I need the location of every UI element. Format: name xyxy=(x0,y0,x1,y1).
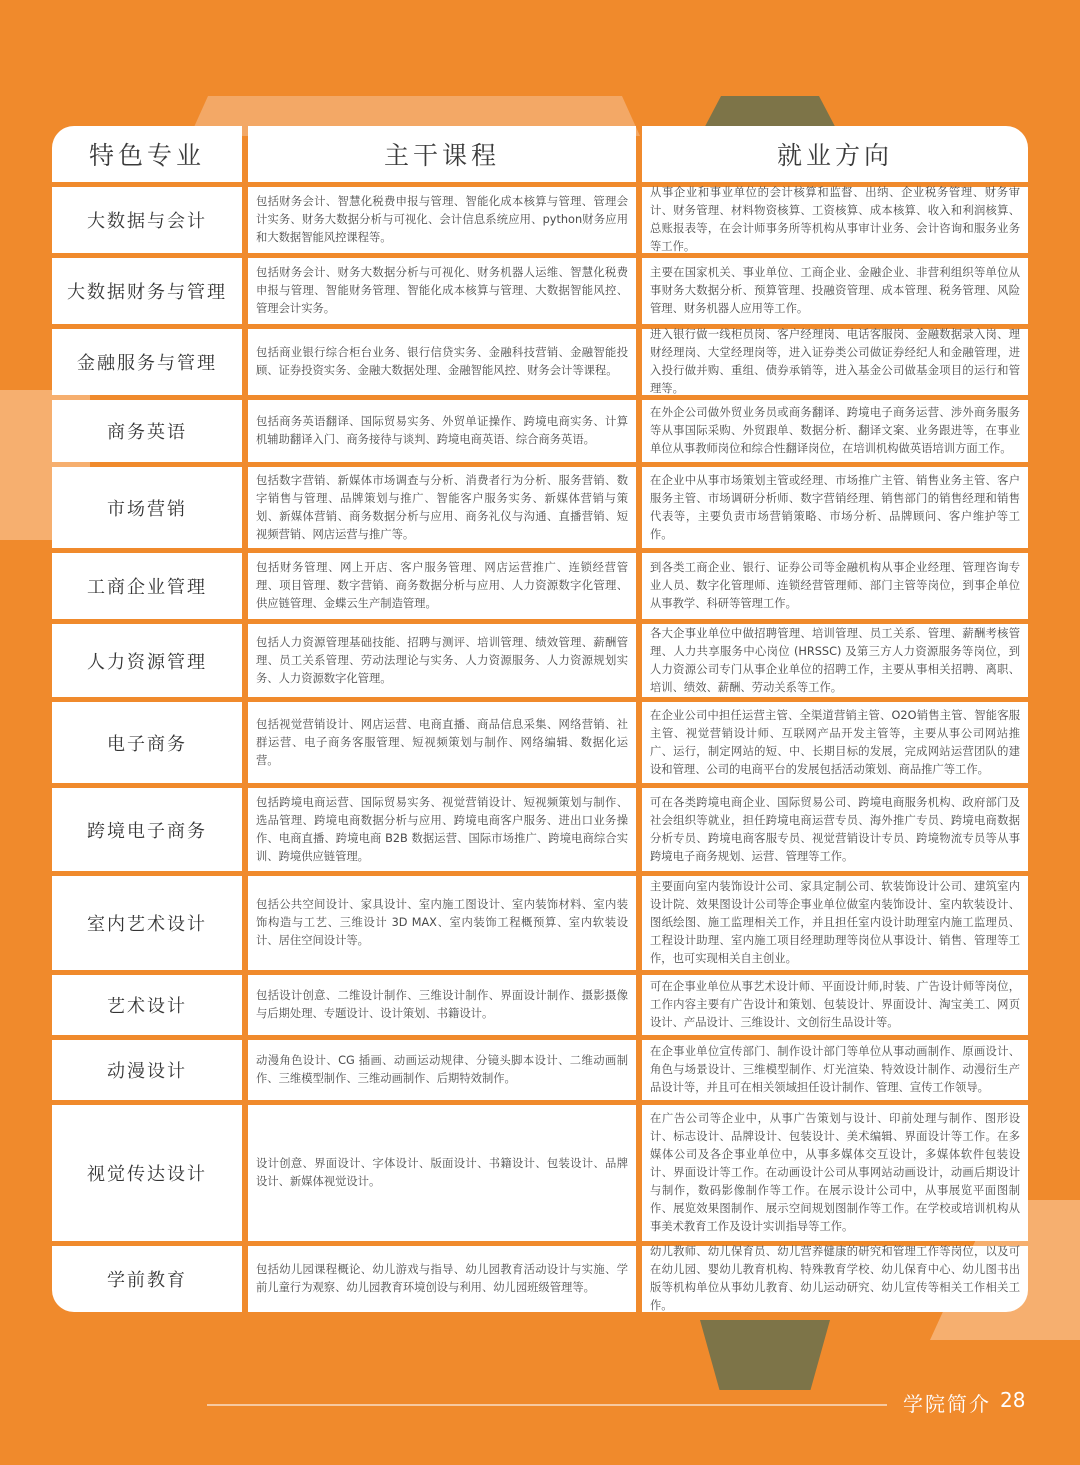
careers-text: 到各类工商企业、银行、证券公司等金融机构从事企业经理、管理咨询专业人员、数字化管理师、连锁经营管理师、部门主管等岗位，到事企单位从事教学、科研等管理工作。 xyxy=(642,553,1028,619)
header-specialty: 特色专业 xyxy=(52,126,242,182)
careers-text: 在企业中从事市场策划主管或经理、市场推广主管、销售业务主管、客户服务主管、市场调研分析师、数字营销经理、销售部门的销售经理和销售代表等，主要负责市场营销策略、市场分析、品牌顾问、客户维护等工作。 xyxy=(642,467,1028,548)
courses-text: 包括设计创意、二维设计制作、三维设计制作、界面设计制作、摄影摄像与后期处理、专题设计、设计策划、书籍设计。 xyxy=(248,975,636,1035)
specialty-name: 大数据财务与管理 xyxy=(52,258,242,324)
careers-text: 在广告公司等企业中，从事广告策划与设计、印前处理与制作、图形设计、标志设计、品牌设计、包装设计、美术编辑、界面设计等工作。在多媒体公司及各企事业单位中，从事多媒体交互设计，多媒体软件包装设计、界面设计等工作。在动画设计公司从事网站动画设计，动画后期设计与制作，数码影像制作等工作。在展示设计公司中，从事展览平面图制作、展览效果图制作、展示空间规划图制作等工作。在学校或培训机构从事美术教育工作及设计实训指导等工作。 xyxy=(642,1105,1028,1241)
courses-text: 包括跨境电商运营、国际贸易实务、视觉营销设计、短视频策划与制作、选品管理、跨境电商数据分析与应用、跨境电商客户服务、进出口业务操作、电商直播、跨境电商 B2B 数据运营、国际市场推广、跨境电商综合实训、跨境供应链管理。 xyxy=(248,788,636,871)
courses-text: 包括财务会计、财务大数据分析与可视化、财务机器人运维、智慧化税费申报与管理、智能财务管理、智能化成本核算与管理、大数据智能风控、管理会计实务。 xyxy=(248,258,636,324)
specialty-table xyxy=(52,126,1028,1312)
careers-text: 主要在国家机关、事业单位、工商企业、金融企业、非营利组织等单位从事财务大数据分析、预算管理、投融资管理、成本管理、税务管理、风险管理、财务机器人应用等工作。 xyxy=(642,258,1028,324)
footer-divider xyxy=(207,1404,887,1406)
specialty-name: 人力资源管理 xyxy=(52,624,242,697)
header-careers: 就业方向 xyxy=(642,126,1028,182)
specialty-name: 商务英语 xyxy=(52,400,242,462)
specialty-name: 视觉传达设计 xyxy=(52,1105,242,1241)
careers-text: 在企业公司中担任运营主管、全渠道营销主管、O2O销售主管、智能客服主管、视觉营销设计师、互联网产品开发主管等，主要从事公司网站推广、运行，制定网站的短、中、长期目标的发展，完成网站运营团队的建设和管理、公司的电商平台的发展包括活动策划、商品推广等工作。 xyxy=(642,702,1028,783)
decorative-trapezoid-bottom xyxy=(700,1320,830,1390)
careers-text: 幼儿教师、幼儿保育员、幼儿营养健康的研究和管理工作等岗位，以及可在幼儿园、婴幼儿教育机构、特殊教育学校、幼儿保育中心、幼儿图书出版等机构单位从事幼儿教育、幼儿运动研究、幼儿宣传等相关工作相关工作。 xyxy=(642,1246,1028,1312)
courses-text: 动漫角色设计、CG 插画、动画运动规律、分镜头脚本设计、二维动画制作、三维模型制作、三维动画制作、后期特效制作。 xyxy=(248,1040,636,1100)
specialty-name: 艺术设计 xyxy=(52,975,242,1035)
courses-text: 包括公共空间设计、家具设计、室内施工图设计、室内装饰材料、室内装饰构造与工艺、三维设计 3D MAX、室内装饰工程概预算、室内软装设计、居住空间设计等。 xyxy=(248,876,636,970)
specialty-name: 室内艺术设计 xyxy=(52,876,242,970)
courses-text: 包括商业银行综合柜台业务、银行信贷实务、金融科技营销、金融智能投顾、证券投资实务、金融大数据处理、金融智能风控、财务会计等课程。 xyxy=(248,329,636,395)
specialty-name: 金融服务与管理 xyxy=(52,329,242,395)
specialty-name: 动漫设计 xyxy=(52,1040,242,1100)
courses-text: 包括财务管理、网上开店、客户服务管理、网店运营推广、连锁经营管理、项目管理、数字营销、商务数据分析与应用、人力资源数字化管理、供应链管理、金蝶云生产制造管理。 xyxy=(248,553,636,619)
specialty-name: 学前教育 xyxy=(52,1246,242,1312)
courses-text: 包括视觉营销设计、网店运营、电商直播、商品信息采集、网络营销、社群运营、电子商务客服管理、短视频策划与制作、网络编辑、数据化运营。 xyxy=(248,702,636,783)
careers-text: 从事企业和事业单位的会计核算和监督、出纳、企业税务管理、财务审计、财务管理、材料物资核算、工资核算、成本核算、收入和利润核算、总账报表等，在会计师事务所等机构从事审计业务、会计咨询和服务业务等工作。 xyxy=(642,187,1028,253)
courses-text: 设计创意、界面设计、字体设计、版面设计、书籍设计、包装设计、品牌设计、新媒体视觉设计。 xyxy=(248,1105,636,1241)
careers-text: 可在企事业单位从事艺术设计师、平面设计师,时装、广告设计师等岗位，工作内容主要有广告设计和策划、包装设计、界面设计、淘宝美工、网页设计、产品设计、三维设计、文创衍生品设计等。 xyxy=(642,975,1028,1035)
specialty-name: 市场营销 xyxy=(52,467,242,548)
specialty-name: 跨境电子商务 xyxy=(52,788,242,871)
careers-text: 进入银行做一线柜员岗、客户经理岗、电话客服岗、金融数据录入岗、理财经理岗、大堂经理岗等，进入证券类公司做证券经纪人和金融管理，进入投行做并购、重组、债券承销等，进入基金公司做基金项目的运行和管理等。 xyxy=(642,329,1028,395)
specialty-name: 电子商务 xyxy=(52,702,242,783)
careers-text: 在企事业单位宣传部门、制作设计部门等单位从事动画制作、原画设计、角色与场景设计、三维模型制作、灯光渲染、特效设计制作、动漫衍生产品设计等，并且可在相关领域担任设计制作、管理、宣传工作领导。 xyxy=(642,1040,1028,1100)
header-courses: 主干课程 xyxy=(248,126,636,182)
footer-section-label: 学院简介 xyxy=(903,1392,991,1416)
careers-text: 可在各类跨境电商企业、国际贸易公司、跨境电商服务机构、政府部门及社会组织等就业，担任跨境电商运营专员、海外推广专员、跨境电商数据分析专员、跨境电商客服专员、视觉营销设计专员、跨境物流专员等从事跨境电子商务规划、运营、管理等工作。 xyxy=(642,788,1028,871)
courses-text: 包括商务英语翻译、国际贸易实务、外贸单证操作、跨境电商实务、计算机辅助翻译入门、商务接待与谈判、跨境电商英语、综合商务英语。 xyxy=(248,400,636,462)
careers-text: 各大企事业单位中做招聘管理、培训管理、员工关系、管理、薪酬考核管理、人力共享服务中心岗位 (HRSSC) 及第三方人力资源服务等岗位，到人力资源公司专门从事企业单位的招聘工作，主要从事相关招聘、离职、培训、绩效、薪酬、劳动关系等工作。 xyxy=(642,624,1028,697)
careers-text: 在外企公司做外贸业务员或商务翻译、跨境电子商务运营、涉外商务服务等从事国际采购、外贸跟单、数据分析、翻译文案、业务跟进等，在事业单位从事教师岗位和综合性翻译岗位，在培训机构做英语培训方面工作。 xyxy=(642,400,1028,462)
courses-text: 包括幼儿园课程概论、幼儿游戏与指导、幼儿园教育活动设计与实施、学前儿童行为观察、幼儿园教育环境创设与利用、幼儿园班级管理等。 xyxy=(248,1246,636,1312)
specialty-name: 大数据与会计 xyxy=(52,187,242,253)
careers-text: 主要面向室内装饰设计公司、家具定制公司、软装饰设计公司、建筑室内设计院、效果图设计公司等企事业单位做室内装饰设计、室内软装设计、图纸绘图、施工监理相关工作，并且担任室内设计助理室内施工监理员、工程设计助理、室内施工项目经理助理等岗位从事设计、销售、管理等工作，也可实现相关自主创业。 xyxy=(642,876,1028,970)
specialty-name: 工商企业管理 xyxy=(52,553,242,619)
courses-text: 包括数字营销、新媒体市场调查与分析、消费者行为分析、服务营销、数字销售与管理、品牌策划与推广、智能客户服务实务、新媒体营销与策划、新媒体营销、商务数据分析与应用、商务礼仪与沟通、直播营销、短视频营销、网店运营与推广等。 xyxy=(248,467,636,548)
page-number: 28 xyxy=(1000,1388,1026,1412)
courses-text: 包括财务会计、智慧化税费申报与管理、智能化成本核算与管理、管理会计实务、财务大数据分析与可视化、会计信息系统应用、python财务应用和大数据智能风控课程等。 xyxy=(248,187,636,253)
courses-text: 包括人力资源管理基础技能、招聘与测评、培训管理、绩效管理、薪酬管理、员工关系管理、劳动法理论与实务、人力资源服务、人力资源规划实务、人力资源数字化管理。 xyxy=(248,624,636,697)
